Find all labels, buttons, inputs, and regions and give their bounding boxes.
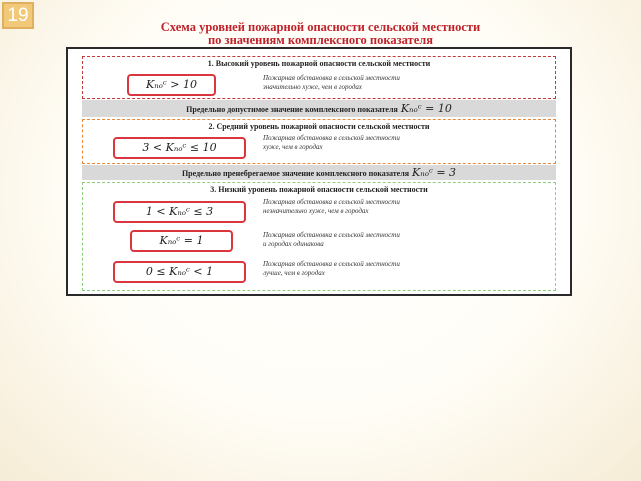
high-level-heading: 1. Высокий уровень пожарной опасности сельской местности bbox=[207, 59, 431, 68]
high-level-description-line-1: Пожарная обстановка в сельской местности bbox=[263, 74, 400, 82]
high-level-condition: Kₙₒᶜ > 10 bbox=[127, 74, 216, 96]
high-level-zone bbox=[82, 56, 556, 99]
high-level-description bbox=[263, 74, 473, 92]
low-level-description-1 bbox=[263, 198, 473, 216]
low-level-description-2-line-2: и городах одинакова bbox=[263, 240, 324, 248]
negligible-threshold-label: Предельно пренебрегаемое значение комплексного показателя bbox=[181, 169, 410, 178]
permissible-threshold-value: Kₙₒᶜ = 10 bbox=[400, 102, 452, 115]
low-level-description-2 bbox=[263, 231, 473, 249]
low-level-heading: 3. Низкий уровень пожарной опасности сельской местности bbox=[210, 185, 428, 194]
medium-level-condition: 3 < Kₙₒᶜ ≤ 10 bbox=[113, 137, 246, 159]
scheme-frame bbox=[66, 47, 572, 296]
low-level-description-2-line-1: Пожарная обстановка в сельской местности bbox=[263, 231, 400, 239]
low-level-description-3-line-2: лучше, чем в городах bbox=[263, 269, 325, 277]
medium-level-description-line-1: Пожарная обстановка в сельской местности bbox=[263, 134, 400, 142]
slide-number-badge: 19 bbox=[2, 2, 34, 29]
medium-level-heading: 2. Средний уровень пожарной опасности сельской местности bbox=[208, 122, 430, 131]
high-level-description-line-2: значительно хуже, чем в городах bbox=[263, 83, 363, 91]
medium-level-description bbox=[263, 134, 473, 152]
low-level-condition-2: Kₙₒᶜ = 1 bbox=[130, 230, 233, 252]
low-level-description-3 bbox=[263, 260, 473, 278]
low-level-condition-1: 1 < Kₙₒᶜ ≤ 3 bbox=[113, 201, 246, 223]
medium-level-description-line-2: хуже, чем в городах bbox=[263, 143, 323, 151]
low-level-condition-3: 0 ≤ Kₙₒᶜ < 1 bbox=[113, 261, 246, 283]
negligible-threshold-value: Kₙₒᶜ = 3 bbox=[412, 166, 457, 179]
low-level-description-3-line-1: Пожарная обстановка в сельской местности bbox=[263, 260, 400, 268]
slide-title-line-2: по значениям комплексного показателя bbox=[207, 33, 434, 47]
medium-level-zone bbox=[82, 119, 556, 164]
low-level-description-1-line-1: Пожарная обстановка в сельской местности bbox=[263, 198, 400, 206]
permissible-threshold-label: Предельно допустимое значение комплексного показателя bbox=[186, 105, 398, 114]
negligible-threshold-bar bbox=[82, 165, 556, 180]
slide-title-line-1: Схема уровней пожарной опасности сельской местности bbox=[160, 20, 481, 34]
low-level-zone bbox=[82, 182, 556, 291]
permissible-threshold-bar bbox=[82, 100, 556, 117]
low-level-description-1-line-2: незначительно хуже, чем в городах bbox=[263, 207, 369, 215]
